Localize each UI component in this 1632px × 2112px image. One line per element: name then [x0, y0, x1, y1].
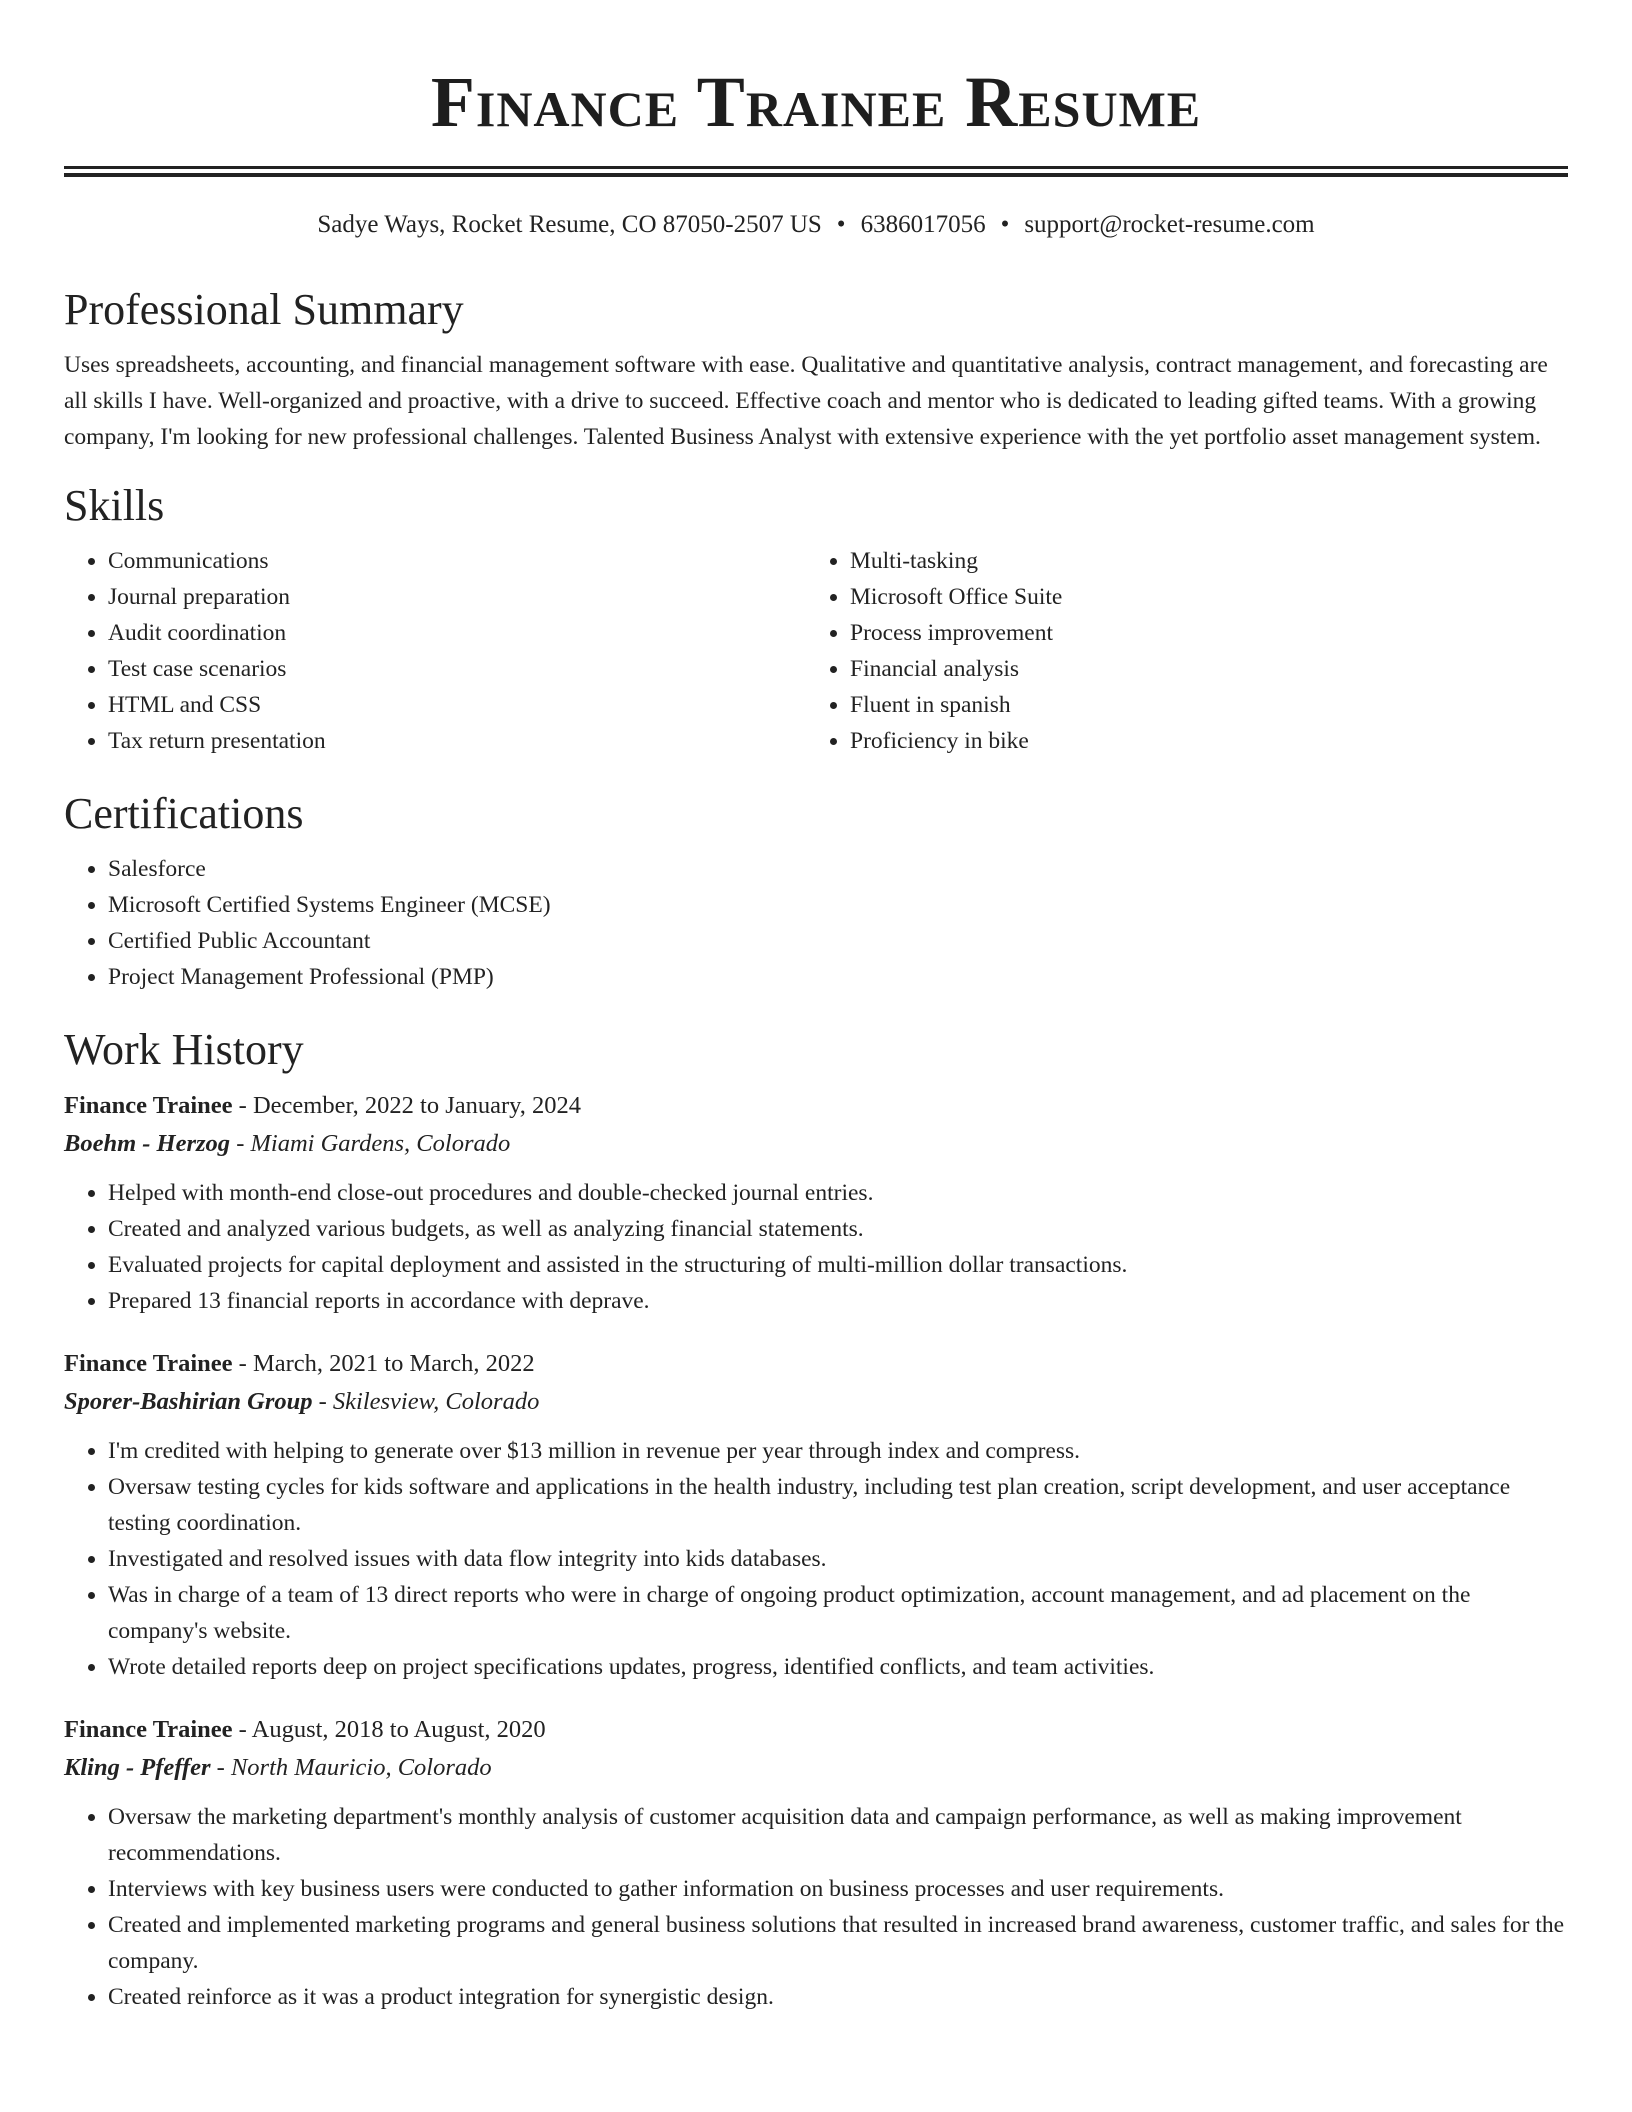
certification-item: • Microsoft Certified Systems Engineer (MCSE)	[108, 887, 1568, 923]
job-title-line	[64, 1345, 1568, 1383]
skills-grid	[64, 543, 1568, 759]
certification-item: • Project Management Professional (PMP)	[108, 959, 1568, 995]
certification-item: • Salesforce	[108, 851, 1568, 887]
skills-list-left	[64, 543, 806, 759]
job-bullet: • Evaluated projects for capital deployment and assisted in the structuring of multi-million dollar transactions.	[108, 1247, 1568, 1283]
job-dash: -	[236, 1130, 245, 1157]
job-role: Finance Trainee	[64, 1350, 233, 1377]
job-bullet: • Created and analyzed various budgets, as well as analyzing financial statements.	[108, 1211, 1568, 1247]
contact-email: support@rocket-resume.com	[1024, 211, 1315, 238]
job-bullet: • Oversaw the marketing department's monthly analysis of customer acquisition data and campaign performance, as well as making improvement recommendations.	[108, 1799, 1568, 1871]
work-history-section	[64, 1023, 1568, 2015]
job-bullet: • Wrote detailed reports deep on project specifications updates, progress, identified conflicts, and team activities.	[108, 1649, 1568, 1685]
skill-item: • Multi-tasking	[850, 543, 1568, 579]
job-company-line	[64, 1125, 1568, 1163]
skill-item: • Financial analysis	[850, 651, 1568, 687]
job-dates: March, 2021 to March, 2022	[252, 1350, 535, 1377]
job-dash: -	[238, 1350, 247, 1377]
job-company-line	[64, 1383, 1568, 1421]
job-title-line	[64, 1087, 1568, 1125]
job-role: Finance Trainee	[64, 1092, 233, 1119]
job-location: Skilesview, Colorado	[332, 1388, 540, 1415]
skill-item: • Tax return presentation	[108, 723, 806, 759]
skills-heading: Skills	[64, 481, 165, 530]
job-bullet: • Created reinforce as it was a product integration for synergistic design.	[108, 1979, 1568, 2015]
job-bullets	[64, 1175, 1568, 1319]
resume-title: Finance Trainee Resume	[430, 62, 1202, 142]
job-dash: -	[216, 1754, 225, 1781]
job-entry	[64, 1087, 1568, 1319]
job-bullet: • Was in charge of a team of 13 direct reports who were in charge of ongoing product optimization, account management, and ad placement on the company's website.	[108, 1577, 1568, 1649]
certifications-list	[64, 851, 1568, 995]
skill-item: • Fluent in spanish	[850, 687, 1568, 723]
contact-address: Sadye Ways, Rocket Resume, CO 87050-2507 US	[317, 211, 822, 238]
summary-heading: Professional Summary	[64, 285, 464, 334]
job-dash: -	[238, 1092, 247, 1119]
skill-item: • Process improvement	[850, 615, 1568, 651]
job-bullet: • Oversaw testing cycles for kids software and applications in the health industry, including test plan creation, script development, and user acceptance testing coordination.	[108, 1469, 1568, 1541]
job-location: Miami Gardens, Colorado	[250, 1130, 511, 1157]
job-entry	[64, 1711, 1568, 2015]
job-bullet: • Interviews with key business users were conducted to gather information on business processes and user requirements.	[108, 1871, 1568, 1907]
job-entry	[64, 1345, 1568, 1685]
contact-separator: •	[1000, 211, 1010, 238]
job-bullet: • Helped with month-end close-out procedures and double-checked journal entries.	[108, 1175, 1568, 1211]
skill-item: • Microsoft Office Suite	[850, 579, 1568, 615]
skill-item: • Audit coordination	[108, 615, 806, 651]
job-company: Sporer-Bashirian Group	[64, 1388, 313, 1415]
job-bullet: • Prepared 13 financial reports in accordance with deprave.	[108, 1283, 1568, 1319]
contact-separator: •	[836, 211, 846, 238]
job-dates: December, 2022 to January, 2024	[252, 1092, 582, 1119]
job-company: Kling - Pfeffer	[64, 1754, 211, 1781]
certifications-heading: Certifications	[64, 789, 304, 838]
skill-item: • Communications	[108, 543, 806, 579]
skill-item: • Test case scenarios	[108, 651, 806, 687]
skills-list-right	[806, 543, 1568, 759]
job-bullet: • Investigated and resolved issues with data flow integrity into kids databases.	[108, 1541, 1568, 1577]
contact-line	[64, 207, 1568, 243]
contact-phone: 6386017056	[860, 211, 986, 238]
skill-item: • Journal preparation	[108, 579, 806, 615]
certification-item: • Certified Public Accountant	[108, 923, 1568, 959]
skill-item: • Proficiency in bike	[850, 723, 1568, 759]
title-divider	[64, 166, 1568, 177]
job-company-line	[64, 1749, 1568, 1787]
summary-text: Uses spreadsheets, accounting, and financial management software with ease. Qualitative and quantitative analysis, contract management, and forecasting are all skills I have. Well-organized and proactive, with a drive to succeed. Effective coach and mentor who is dedicated to leading gifted teams. With a growing company, I'm looking for new professional challenges. Talented Business Analyst with extensive experience with the yet portfolio asset management system.	[64, 352, 1548, 450]
work-history-heading: Work History	[64, 1025, 304, 1074]
job-company: Boehm - Herzog	[64, 1130, 231, 1157]
skills-section	[64, 479, 1568, 759]
job-bullets	[64, 1433, 1568, 1685]
job-dates: August, 2018 to August, 2020	[251, 1716, 546, 1743]
job-bullet: • I'm credited with helping to generate over $13 million in revenue per year through index and compress.	[108, 1433, 1568, 1469]
job-bullets	[64, 1799, 1568, 2015]
job-location: North Mauricio, Colorado	[230, 1754, 492, 1781]
job-dash: -	[318, 1388, 327, 1415]
summary-section	[64, 283, 1568, 455]
job-bullet: • Created and implemented marketing programs and general business solutions that resulted in increased brand awareness, customer traffic, and sales for the company.	[108, 1907, 1568, 1979]
job-role: Finance Trainee	[64, 1716, 233, 1743]
job-dash: -	[238, 1716, 247, 1743]
skill-item: • HTML and CSS	[108, 687, 806, 723]
job-title-line	[64, 1711, 1568, 1749]
certifications-section	[64, 787, 1568, 995]
